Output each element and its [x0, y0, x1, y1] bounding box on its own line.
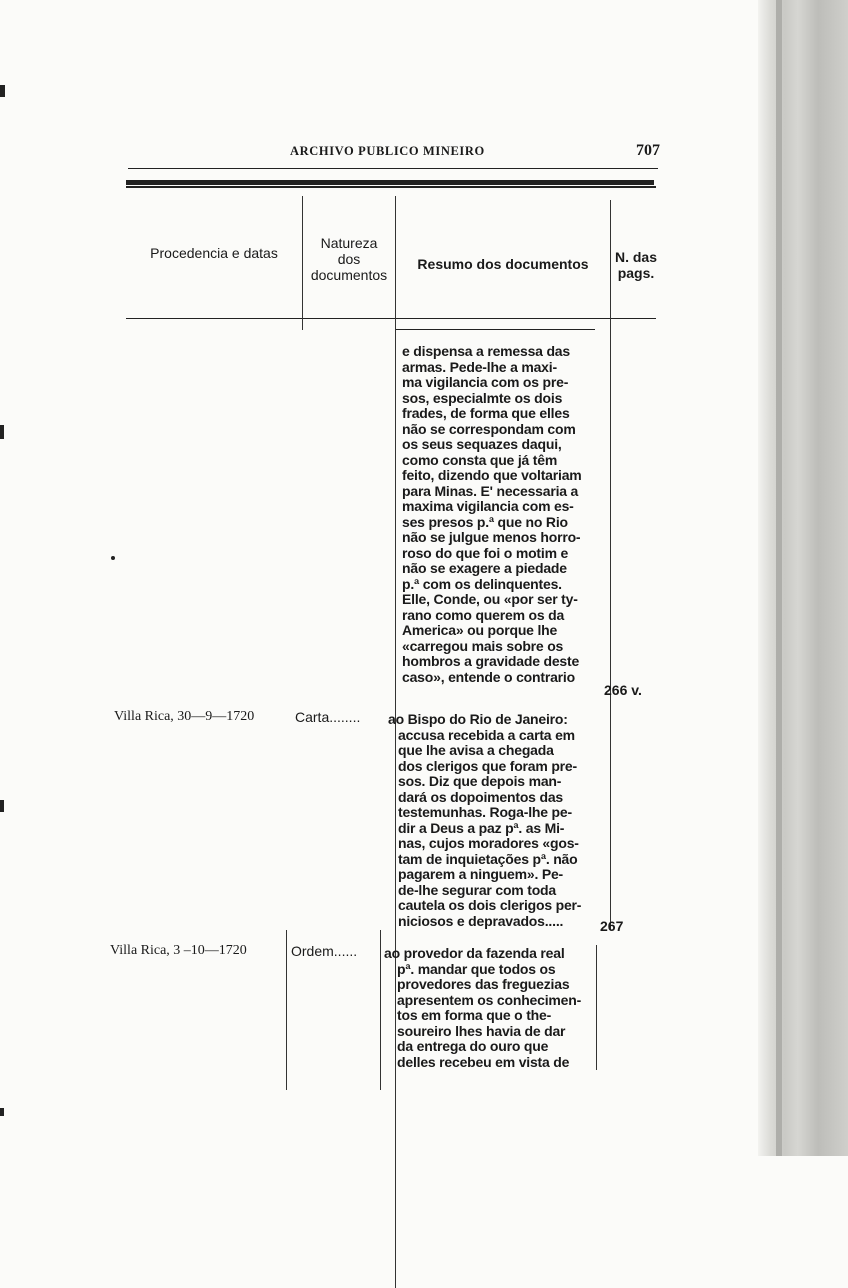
column-header-natureza-line: dos: [337, 251, 361, 267]
summary-line: testemunhas. Roga-lhe pe-: [398, 804, 572, 820]
summary-line: frades, de forma que elles: [402, 405, 570, 421]
summary-line: sos, especialmte os dois: [402, 389, 563, 406]
summary-line: que lhe avisa a chegada: [398, 742, 554, 758]
heavy-rule: [126, 180, 654, 185]
column-header-rule: [126, 318, 656, 319]
column-header-resumo: Resumo dos documentos: [417, 256, 589, 272]
summary-line: sos. Diz que depois man-: [398, 773, 562, 789]
column-header-natureza-line: documentos: [310, 267, 388, 283]
page-edge-shadow: [758, 0, 848, 1156]
summary-line: maxima vigilancia com es-: [402, 498, 574, 514]
summary-line: apresentem os conhecimen-: [397, 991, 582, 1008]
summary-line: America» ou porque lhe: [402, 622, 558, 638]
scan-speck: [111, 556, 115, 560]
summary-line: não se correspondam com: [402, 420, 576, 437]
summary-line: feito, dizendo que voltariam: [402, 467, 582, 483]
summary-line: soureiro lhes havia de dar: [397, 1022, 566, 1039]
summary-line: pagarem a ninguem». Pe-: [398, 866, 564, 882]
summary-line: roso do que foi o motim e: [402, 544, 569, 561]
column-separator: [596, 945, 597, 1070]
summary-line: e dispensa a remessa das: [402, 343, 570, 359]
column-separator: [302, 196, 303, 330]
summary-line: hombros a gravidade deste: [402, 653, 580, 669]
column-separator: [610, 200, 611, 930]
summary-line: tam de inquietações pª. não: [398, 850, 578, 867]
column-header-pags-line: N. das: [614, 249, 657, 265]
summary-text: [384, 946, 594, 1070]
summary-line: de-lhe segurar com toda: [398, 881, 556, 898]
summary-line: Elle, Conde, ou «por ser ty-: [402, 591, 578, 607]
page-reference: 267: [600, 918, 624, 934]
summary-line: accusa recebida a carta em: [398, 726, 575, 743]
scan-speck: [0, 800, 4, 812]
summary-line: os seus sequazes daqui,: [402, 436, 562, 452]
page-fold: [776, 0, 782, 1156]
summary-line: p.ª com os delinquentes.: [402, 575, 562, 592]
heavy-rule-lower: [126, 186, 656, 188]
summary-line: ao provedor da fazenda real: [384, 945, 565, 961]
summary-line: ma vigilancia com os pre-: [402, 374, 569, 390]
column-header-pags: [608, 249, 664, 281]
column-header-pags-line: pags.: [617, 265, 655, 281]
summary-line: dir a Deus a paz pª. as Mi-: [398, 819, 565, 836]
summary-line: como consta que já têm: [402, 451, 558, 468]
summary-line: ao Bispo do Rio de Janeiro:: [388, 711, 568, 727]
summary-line: niciosos e depravados.....: [398, 912, 564, 929]
summary-line: dos clerigos que foram pre-: [398, 757, 577, 774]
summary-line: armas. Pede-lhe a maxi-: [402, 358, 557, 375]
summary-line: nas, cujos moradores «gos-: [398, 835, 579, 851]
column-header-natureza-line: Natureza: [320, 235, 378, 251]
summary-line: não se julgue menos horro-: [402, 529, 581, 545]
column-header-rule-short: [395, 329, 595, 330]
summary-line: tos em forma que o the-: [397, 1007, 552, 1023]
summary-line: delles recebeu em vista de: [397, 1053, 570, 1070]
summary-line: ses presos p.ª que no Rio: [402, 513, 568, 530]
summary-line: caso», entende o contrario: [402, 668, 575, 685]
summary-line: cautela os dois clerigos per-: [398, 897, 582, 913]
summary-line: não se exagere a piedade: [402, 560, 567, 576]
scan-speck: [0, 425, 4, 439]
summary-line: pª. mandar que todos os: [397, 960, 556, 977]
page-number: 707: [636, 142, 660, 159]
running-head: ARCHIVO PUBLICO MINEIRO: [290, 144, 485, 158]
summary-line: rano como querem os da: [402, 606, 565, 623]
entry-natureza: Carta........: [295, 709, 361, 725]
page-reference: 266 v.: [604, 682, 642, 698]
summary-line: dará os dopoimentos das: [398, 788, 563, 805]
page-header: [120, 142, 660, 166]
summary-line: provedores das freguezias: [397, 976, 570, 992]
summary-text: [402, 344, 608, 685]
summary-text: [388, 712, 598, 929]
entry-natureza: Ordem......: [291, 943, 358, 959]
column-header-procedencia: Procedencia e datas: [150, 245, 278, 261]
column-separator: [286, 930, 287, 1090]
summary-line: para Minas. E' necessaria a: [402, 482, 579, 499]
scan-speck: [0, 85, 5, 97]
header-rule: [128, 168, 658, 169]
entry-procedencia: Villa Rica, 3 –10—1720: [110, 943, 247, 958]
entry-procedencia: Villa Rica, 30—9—1720: [114, 709, 255, 724]
summary-line: «carregou mais sobre os: [402, 637, 564, 654]
column-header-natureza: [303, 235, 395, 283]
column-separator: [380, 930, 381, 1090]
summary-line: da entrega do ouro que: [397, 1038, 549, 1054]
scan-speck: [0, 1108, 4, 1116]
